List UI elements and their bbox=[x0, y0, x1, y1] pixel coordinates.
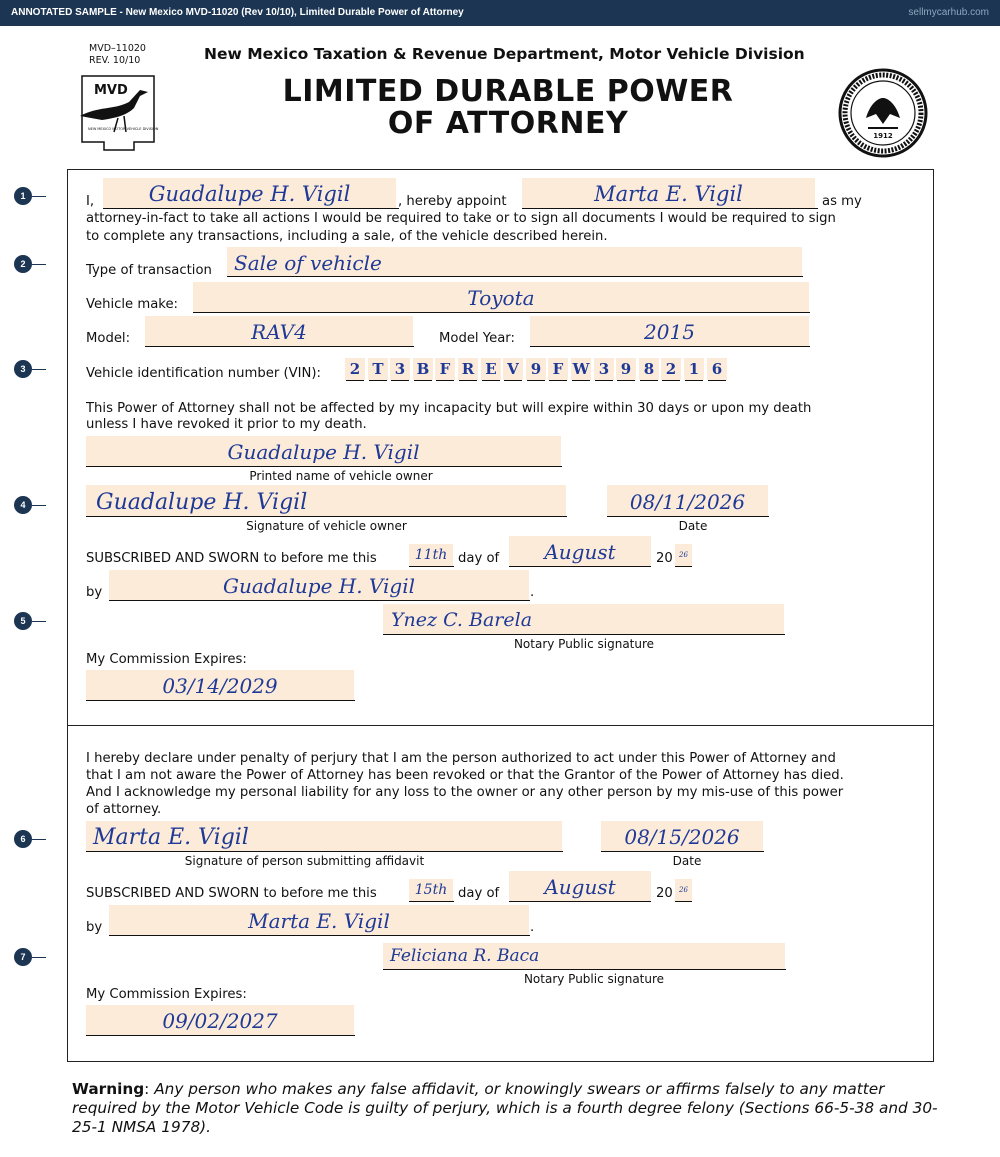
sworn-year-line-2 bbox=[675, 901, 692, 902]
sworn-label-2: SUBSCRIBED AND SWORN to before me this bbox=[86, 886, 377, 901]
marker-1-line bbox=[32, 196, 46, 197]
state-seal-icon bbox=[838, 68, 928, 158]
marker-2-line bbox=[32, 264, 46, 265]
vin-char-line-13 bbox=[617, 380, 635, 381]
appoint-label: , hereby appoint bbox=[398, 194, 507, 209]
vin-char-line-11 bbox=[572, 380, 590, 381]
affiant-date-label: Date bbox=[672, 854, 702, 868]
notary-label-1: Notary Public signature bbox=[513, 637, 655, 651]
grantor-name-field[interactable]: Guadalupe H. Vigil bbox=[148, 182, 351, 206]
vin-char-16[interactable]: 1 bbox=[684, 358, 704, 380]
sworn-day-field-1[interactable]: 11th bbox=[414, 547, 448, 563]
vin-char-4[interactable]: B bbox=[413, 358, 433, 380]
i-label: I, bbox=[86, 194, 95, 209]
marker-5-line bbox=[32, 621, 46, 622]
sworn-day-line-2 bbox=[409, 901, 454, 902]
commission-date-field-1[interactable]: 03/14/2029 bbox=[162, 674, 278, 698]
vin-char-6[interactable]: R bbox=[458, 358, 478, 380]
make-line bbox=[193, 312, 810, 313]
as-my-label: as my bbox=[822, 194, 862, 209]
printed-name-line bbox=[86, 466, 562, 467]
owner-date-line bbox=[607, 516, 769, 517]
owner-signature-field[interactable]: Guadalupe H. Vigil bbox=[96, 490, 308, 515]
model-field[interactable]: RAV4 bbox=[251, 320, 307, 344]
model-year-field[interactable]: 2015 bbox=[644, 320, 695, 344]
vin-char-12[interactable]: 3 bbox=[594, 358, 614, 380]
marker-3-line bbox=[32, 369, 46, 370]
authority-text-line-2: attorney-in-fact to take all actions I would be required to take or to sign all documents I would be required to sign bbox=[86, 211, 836, 226]
make-label: Vehicle make: bbox=[86, 297, 179, 312]
affiant-date-field[interactable]: 08/15/2026 bbox=[624, 825, 740, 849]
marker-7: 7 bbox=[14, 948, 32, 966]
notary-signature-line-1 bbox=[383, 634, 785, 635]
poa-text-line-1: This Power of Attorney shall not be affected by my incapacity but will expire within 30 days or upon my death bbox=[86, 401, 812, 416]
marker-4-line bbox=[32, 505, 46, 506]
grantor-line bbox=[103, 208, 399, 209]
vin-char-line-12 bbox=[595, 380, 613, 381]
day-of-label-2: day of bbox=[458, 886, 500, 901]
vin-char-15[interactable]: 2 bbox=[661, 358, 681, 380]
vin-char-1[interactable]: 2 bbox=[345, 358, 365, 380]
day-of-label-1: day of bbox=[458, 551, 500, 566]
marker-1: 1 bbox=[14, 187, 32, 205]
attorney-name-field[interactable]: Marta E. Vigil bbox=[594, 182, 743, 206]
declare-line-1: I hereby declare under penalty of perjury that I am the person authorized to act under this Power of Attorney and bbox=[86, 751, 836, 766]
sworn-month-field-2[interactable]: August bbox=[544, 875, 616, 899]
owner-signature-line bbox=[86, 516, 567, 517]
year-prefix-label-1: 20 bbox=[656, 551, 673, 566]
vin-char-line-3 bbox=[391, 380, 409, 381]
transaction-field[interactable]: Sale of vehicle bbox=[234, 251, 382, 275]
notary-signature-field-1[interactable]: Ynez C. Barela bbox=[391, 609, 533, 631]
declare-line-3: And I acknowledge my personal liability for any loss to the owner or any other person by my mis-use of this power bbox=[86, 785, 844, 800]
marker-5: 5 bbox=[14, 612, 32, 630]
vin-char-line-10 bbox=[549, 380, 567, 381]
commission-date-line-1 bbox=[86, 700, 355, 701]
svg-text:1912: 1912 bbox=[873, 132, 893, 140]
vin-char-line-7 bbox=[482, 380, 500, 381]
vin-label: Vehicle identification number (VIN): bbox=[86, 366, 321, 381]
poa-text-line-2: unless I have revoked it prior to my death. bbox=[86, 417, 367, 432]
transaction-label: Type of transaction bbox=[86, 263, 212, 278]
vin-char-10[interactable]: F bbox=[548, 358, 568, 380]
commission-date-field-2[interactable]: 09/02/2027 bbox=[162, 1009, 278, 1033]
sworn-year-line-1 bbox=[675, 566, 692, 567]
warning-label: Warning bbox=[72, 1080, 145, 1098]
marker-3: 3 bbox=[14, 360, 32, 378]
declare-line-2: that I am not aware the Power of Attorney has been revoked or that the Grantor of the Power of Attorney has died. bbox=[86, 768, 844, 783]
commission-date-line-2 bbox=[86, 1035, 355, 1036]
vin-char-line-15 bbox=[662, 380, 680, 381]
sworn-year-field-1[interactable]: 26 bbox=[679, 551, 688, 559]
vin-char-17[interactable]: 6 bbox=[707, 358, 727, 380]
vin-char-line-9 bbox=[527, 380, 545, 381]
marker-4: 4 bbox=[14, 496, 32, 514]
attorney-line bbox=[522, 208, 818, 209]
year-line bbox=[530, 346, 810, 347]
banner-title: ANNOTATED SAMPLE - New Mexico MVD-11020 (Rev 10/10), Limited Durable Power of Attorney bbox=[11, 7, 464, 18]
make-field[interactable]: Toyota bbox=[467, 286, 535, 310]
model-line bbox=[145, 346, 414, 347]
model-year-label: Model Year: bbox=[439, 331, 515, 346]
vin-char-line-17 bbox=[708, 380, 726, 381]
vin-char-line-5 bbox=[436, 380, 454, 381]
affiant-signature-field[interactable]: Marta E. Vigil bbox=[93, 825, 249, 850]
notary-label-2: Notary Public signature bbox=[523, 972, 665, 986]
annotation-banner bbox=[0, 0, 1000, 26]
commission-label-2: My Commission Expires: bbox=[86, 987, 247, 1002]
model-label: Model: bbox=[86, 331, 131, 346]
vin-char-11[interactable]: W bbox=[572, 360, 590, 378]
period-1: . bbox=[530, 585, 535, 600]
form-title: LIMITED DURABLE POWER OF ATTORNEY bbox=[282, 74, 734, 141]
marker-6: 6 bbox=[14, 830, 32, 848]
by-name-field-1[interactable]: Guadalupe H. Vigil bbox=[222, 574, 416, 598]
svg-text:NEW MEXICO MOTOR VEHICLE DIVIS: NEW MEXICO MOTOR VEHICLE DIVISION bbox=[88, 127, 159, 131]
vin-char-2[interactable]: T bbox=[368, 358, 388, 380]
svg-text:MVD: MVD bbox=[94, 83, 128, 98]
sworn-label-1: SUBSCRIBED AND SWORN to before me this bbox=[86, 551, 377, 566]
affiant-date-line bbox=[601, 851, 764, 852]
sworn-year-field-2[interactable]: 26 bbox=[679, 886, 688, 894]
vin-char-line-2 bbox=[369, 380, 387, 381]
vin-char-line-1 bbox=[346, 380, 364, 381]
sworn-day-line-1 bbox=[409, 566, 454, 567]
vin-char-9[interactable]: 9 bbox=[526, 358, 546, 380]
year-prefix-label-2: 20 bbox=[656, 886, 673, 901]
warning-text: Any person who makes any false affidavit, or knowingly swears or affirms falsely to any matter required by the Motor Vehicle Code is guilty of perjury, which is a fourth degree felony (Sections 66-5-38 and 30-25-1 NMSA 1978). bbox=[72, 1080, 938, 1136]
warning-notice bbox=[72, 1080, 942, 1137]
form-code: MVD–11020 REV. 10/10 bbox=[89, 43, 146, 66]
by-name-line-2 bbox=[109, 935, 530, 936]
warning-colon: : bbox=[144, 1080, 150, 1098]
notary-signature-line-2 bbox=[383, 969, 786, 970]
vin-char-13[interactable]: 9 bbox=[616, 358, 636, 380]
by-name-field-2[interactable]: Marta E. Vigil bbox=[248, 909, 390, 933]
by-label-2: by bbox=[86, 920, 103, 935]
commission-label-1: My Commission Expires: bbox=[86, 652, 247, 667]
vin-char-line-14 bbox=[640, 380, 658, 381]
department-heading: New Mexico Taxation & Revenue Department, Motor Vehicle Division bbox=[204, 45, 805, 63]
sworn-month-line-1 bbox=[509, 566, 651, 567]
vin-char-3[interactable]: 3 bbox=[390, 358, 410, 380]
affiant-signature-line bbox=[86, 851, 563, 852]
vin-char-line-8 bbox=[504, 380, 522, 381]
vin-char-line-16 bbox=[685, 380, 703, 381]
mvd-roadrunner-logo-icon bbox=[74, 72, 164, 152]
banner-site: sellmycarhub.com bbox=[908, 7, 989, 18]
printed-name-label: Printed name of vehicle owner bbox=[249, 469, 433, 483]
vin-char-7[interactable]: E bbox=[481, 358, 501, 380]
printed-name-field[interactable]: Guadalupe H. Vigil bbox=[227, 440, 420, 464]
by-label-1: by bbox=[86, 585, 103, 600]
vin-char-8[interactable]: V bbox=[503, 358, 523, 380]
vin-char-5[interactable]: F bbox=[435, 358, 455, 380]
by-name-line-1 bbox=[109, 600, 530, 601]
marker-7-line bbox=[32, 957, 46, 958]
declare-line-4: of attorney. bbox=[86, 802, 162, 817]
vin-char-14[interactable]: 8 bbox=[639, 358, 659, 380]
owner-date-label: Date bbox=[678, 519, 708, 533]
notary-signature-field-2[interactable]: Feliciana R. Baca bbox=[390, 946, 540, 966]
vin-char-line-4 bbox=[414, 380, 432, 381]
owner-signature-label: Signature of vehicle owner bbox=[246, 519, 407, 533]
period-2: . bbox=[530, 920, 535, 935]
owner-date-field[interactable]: 08/11/2026 bbox=[629, 490, 746, 514]
marker-2: 2 bbox=[14, 255, 32, 273]
sworn-day-field-2[interactable]: 15th bbox=[414, 882, 448, 898]
vin-char-line-6 bbox=[459, 380, 477, 381]
marker-6-line bbox=[32, 839, 46, 840]
sworn-month-field-1[interactable]: August bbox=[544, 540, 616, 564]
sworn-month-line-2 bbox=[509, 901, 651, 902]
affiant-signature-label: Signature of person submitting affidavit bbox=[184, 854, 425, 868]
transaction-line bbox=[227, 276, 803, 277]
authority-text-line-3: to complete any transactions, including a sale, of the vehicle described herein. bbox=[86, 229, 608, 244]
